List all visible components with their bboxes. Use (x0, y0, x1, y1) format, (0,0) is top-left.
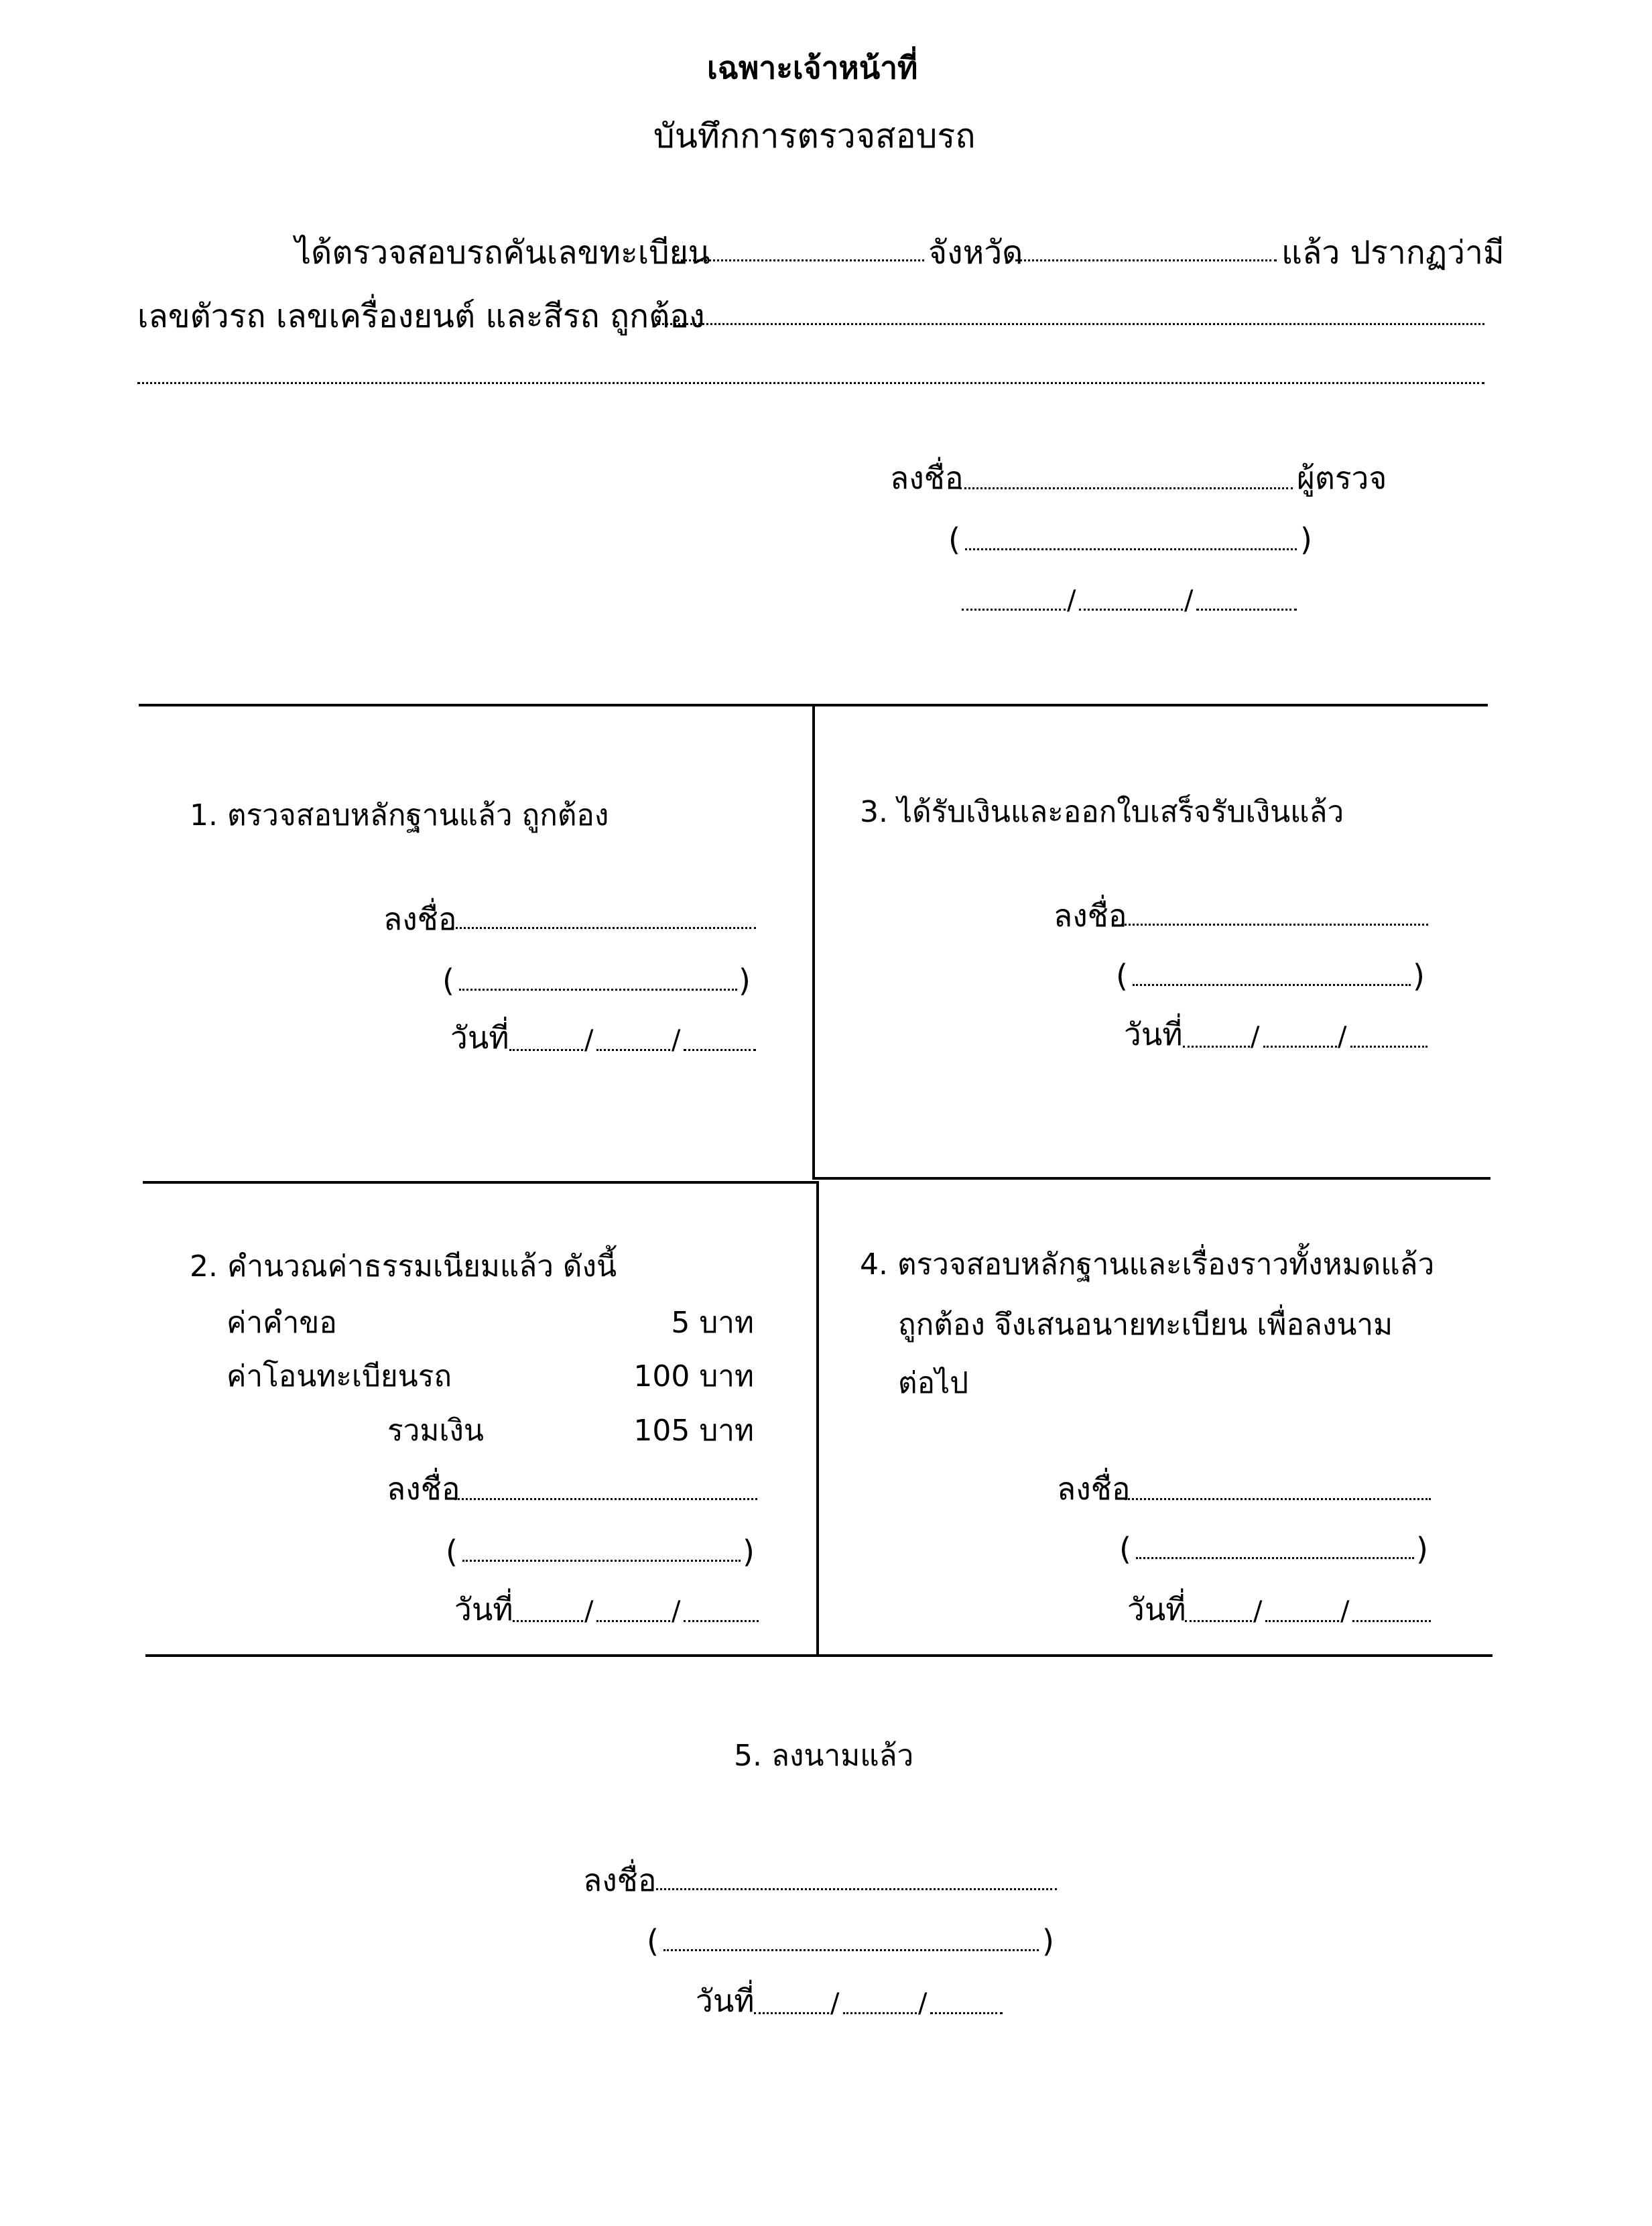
box1-date-year[interactable] (684, 1049, 756, 1051)
box2-date-year[interactable] (684, 1620, 759, 1622)
section5-signature-field[interactable] (651, 1888, 1057, 1890)
form-title: บันทึกการตรวจสอบรถ (653, 117, 976, 156)
box3-name-field[interactable] (1133, 984, 1411, 986)
grid-divider-bottom (816, 1181, 819, 1654)
inspector-paren-open: ( (948, 521, 960, 558)
box4-date-year[interactable] (1352, 1620, 1431, 1622)
box4-date-day[interactable] (1185, 1620, 1252, 1622)
box3-paren-open: ( (1116, 958, 1128, 994)
date-separator: / (830, 1988, 840, 2019)
section5-name-field[interactable] (663, 1949, 1039, 1951)
province-field[interactable] (1015, 259, 1277, 261)
box3-signature-field[interactable] (1121, 924, 1428, 926)
total-amount: 105 บาท (633, 1414, 754, 1448)
verification-note-field[interactable] (653, 323, 1484, 325)
box1-date-day[interactable] (509, 1049, 583, 1051)
fee-label: ค่าโอนทะเบียนรถ (227, 1359, 452, 1394)
date-separator: / (918, 1988, 928, 2019)
date-separator: / (1251, 1022, 1260, 1052)
province-label: จังหวัด (928, 234, 1023, 271)
date-separator: / (584, 1596, 594, 1627)
box3-date-day[interactable] (1183, 1046, 1250, 1048)
date-separator: / (1184, 585, 1194, 616)
plate-number-field[interactable] (672, 259, 924, 261)
box1-heading: 1. ตรวจสอบหลักฐานแล้ว ถูกต้อง (190, 798, 609, 832)
box2-signature-field[interactable] (454, 1498, 757, 1500)
official-only-label: เฉพาะเจ้าหน้าที่ (707, 50, 918, 86)
box2-date-label: วันที่ (454, 1591, 513, 1627)
date-separator: / (1067, 585, 1076, 616)
box2-sign-label: ลงชื่อ (387, 1471, 460, 1507)
box1-paren-open: ( (442, 963, 454, 999)
section5-heading: 5. ลงนามแล้ว (734, 1739, 914, 1773)
box4-heading-line1: 4. ตรวจสอบหลักฐานและเรื่องราวทั้งหมดแล้ว (860, 1247, 1435, 1282)
box2-name-field[interactable] (462, 1560, 741, 1562)
box4-paren-close: ) (1416, 1531, 1428, 1567)
date-separator: / (584, 1025, 594, 1056)
box1-name-field[interactable] (459, 989, 737, 991)
section5-sign-label: ลงชื่อ (583, 1862, 657, 1898)
section5-date-month[interactable] (843, 2012, 917, 2014)
box1-signature-field[interactable] (451, 927, 756, 929)
box4-name-field[interactable] (1136, 1557, 1414, 1559)
box3-date-year[interactable] (1350, 1046, 1427, 1048)
box1-date-month[interactable] (596, 1049, 670, 1051)
section5-date-year[interactable] (930, 2012, 1003, 2014)
box1-date-label: วันที่ (450, 1019, 509, 1056)
box2-paren-close: ) (743, 1534, 755, 1570)
section5-paren-close: ) (1042, 1923, 1054, 1959)
date-separator: / (672, 1025, 681, 1056)
inspector-paren-close: ) (1300, 521, 1312, 558)
section5-date-label: วันที่ (696, 1983, 755, 2019)
inspector-date-day[interactable] (962, 609, 1066, 611)
box4-paren-open: ( (1119, 1531, 1131, 1567)
intro-line1-label: ได้ตรวจสอบรถคันเลขทะเบียน (295, 234, 710, 271)
box4-heading-line2: ถูกต้อง จึงเสนอนายทะเบียน เพื่อลงนาม (898, 1308, 1393, 1342)
box3-heading: 3. ได้รับเงินและออกใบเสร็จรับเงินแล้ว (860, 795, 1344, 829)
intro-line2-label: เลขตัวรถ เลขเครื่องยนต์ และสีรถ ถูกต้อง (137, 298, 705, 335)
box4-date-month[interactable] (1265, 1620, 1339, 1622)
box4-heading-line3: ต่อไป (898, 1366, 969, 1400)
box4-signature-field[interactable] (1125, 1498, 1431, 1500)
inspector-label: ผู้ตรวจ (1297, 460, 1387, 496)
grid-middle-line-right (812, 1177, 1490, 1180)
box3-paren-close: ) (1413, 958, 1425, 994)
date-separator: / (1338, 1022, 1347, 1052)
box2-paren-open: ( (446, 1534, 458, 1570)
section5-date-day[interactable] (754, 2012, 829, 2014)
section5-paren-open: ( (647, 1923, 659, 1959)
intro-line1-suffix: แล้ว ปรากฏว่ามี (1281, 234, 1505, 271)
fee-label: ค่าคำขอ (227, 1306, 337, 1340)
grid-middle-line-left (143, 1181, 816, 1184)
date-separator: / (672, 1596, 681, 1627)
box4-date-label: วันที่ (1127, 1591, 1186, 1627)
box2-heading: 2. คำนวณค่าธรรมเนียมแล้ว ดังนี้ (190, 1249, 617, 1284)
inspector-date-year[interactable] (1196, 609, 1297, 611)
box1-sign-label: ลงชื่อ (383, 901, 457, 937)
total-label: รวมเงิน (387, 1414, 484, 1448)
box3-sign-label: ลงชื่อ (1054, 898, 1127, 934)
inspector-name-field[interactable] (965, 548, 1297, 550)
box1-paren-close: ) (739, 963, 751, 999)
box4-sign-label: ลงชื่อ (1057, 1471, 1131, 1507)
box3-date-label: วันที่ (1124, 1016, 1183, 1052)
fee-amount: 5 บาท (671, 1306, 754, 1340)
grid-bottom-line (145, 1654, 1492, 1657)
date-separator: / (1340, 1596, 1350, 1627)
box2-date-month[interactable] (596, 1620, 670, 1622)
box2-date-day[interactable] (513, 1620, 583, 1622)
verification-note-field-2[interactable] (137, 382, 1484, 384)
inspector-date-month[interactable] (1079, 609, 1183, 611)
inspector-signature-field[interactable] (960, 487, 1293, 489)
date-separator: / (1253, 1596, 1263, 1627)
box3-date-month[interactable] (1263, 1046, 1337, 1048)
inspector-sign-label: ลงชื่อ (890, 460, 964, 496)
fee-amount: 100 บาท (633, 1359, 754, 1394)
grid-divider-top (812, 705, 815, 1178)
